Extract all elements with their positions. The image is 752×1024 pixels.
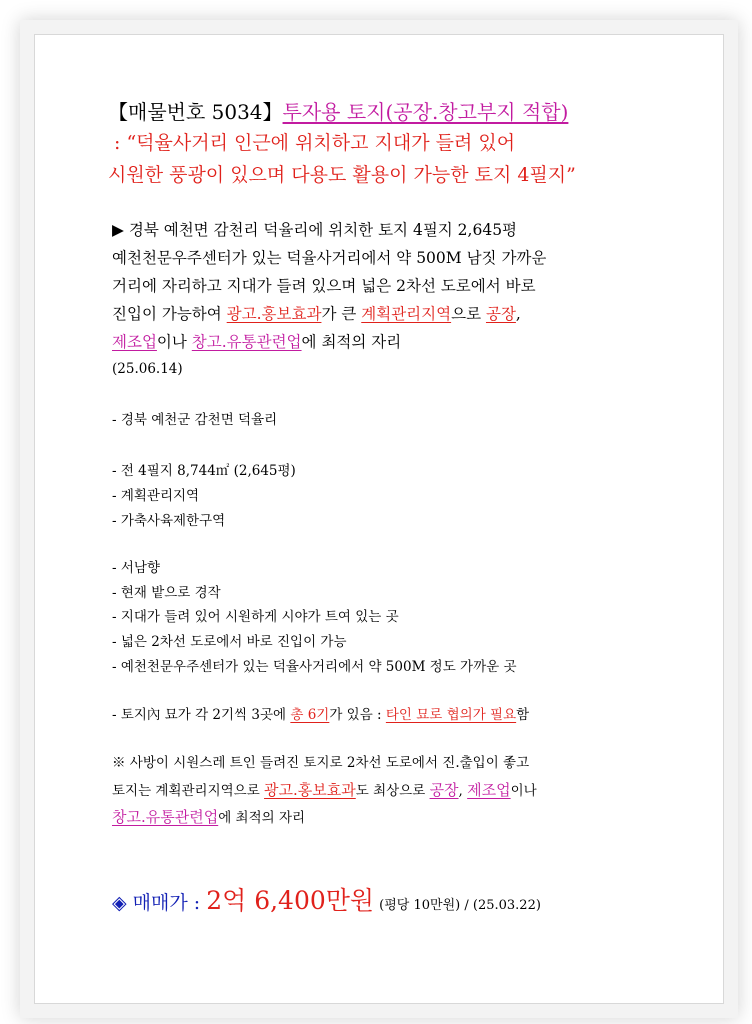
summary-text: 에 최적의 자리 [301,333,402,351]
note-highlight-warehouse: 창고.유통관련업 [112,808,219,826]
highlight-advertising: 광고.홍보효과 [226,305,322,323]
highlight-planned-zone: 계획관리지역 [361,305,452,323]
summary-line-3: 거리에 자리하고 지대가 들려 있으며 넓은 2차선 도로에서 바로 [112,277,536,295]
detail-feature-4: - 넓은 2차선 도로에서 바로 진입이 가능 [112,634,347,650]
detail-location: - 경북 예천군 감천면 덕율리 [112,412,278,428]
summary-line-5 [112,330,401,352]
detail-area: - 전 4필지 8,744㎡ (2,645평) [112,463,296,479]
price-date: / (25.03.22) [460,898,541,913]
note-highlight-factory: 공장 [429,781,459,799]
highlight-grave-count: 총 6기 [290,707,330,723]
summary-line-4 [112,302,521,324]
highlight-warehouse: 창고.유통관련업 [191,333,302,351]
note-text: 이나 [510,783,537,799]
highlight-grave-consult: 타인 묘로 협의가 필요 [385,707,517,723]
price-per-pyeong: (평당 10만원) [379,898,461,913]
summary-text: 으로 [451,305,486,323]
note-line-1: ※ 사방이 시원스레 트인 들려진 토지로 2차선 도로에서 진.출입이 좋고 [112,755,530,771]
summary-line-1: ▶ 경북 예천면 감천리 덕율리에 위치한 토지 4필지 2,645평 [112,221,518,239]
detail-text: - 토지內 묘가 각 2기씩 3곳에 [112,707,291,723]
summary-text: 진입이 가능하여 [112,305,227,323]
detail-text: 함 [516,707,530,723]
note-text: 토지는 계획관리지역으로 [112,783,265,799]
listing-number: 【매물번호 5034】 [108,100,283,124]
note-text: 도 최상으로 [355,783,430,799]
summary-line-2: 예천천문우주센터가 있는 덕율사거리에서 약 500M 남짓 가까운 [112,249,547,267]
summary-date: (25.06.14) [112,361,183,377]
detail-feature-5: - 예천천문우주센터가 있는 덕율사거리에서 약 500M 정도 가까운 곳 [112,659,517,675]
summary-text: , [515,305,521,323]
note-highlight-advertising: 광고.홍보효과 [264,781,356,799]
note-line-3 [112,806,305,827]
summary-text: 이나 [156,333,192,351]
detail-feature-1: - 서남향 [112,560,160,576]
quote-line-1: : “덕율사거리 인근에 위치하고 지대가 들려 있어 [114,132,516,154]
note-text: 에 최적의 자리 [218,810,306,826]
listing-title: 투자용 토지(공장.창고부지 적합) [282,100,569,124]
highlight-manufacturing: 제조업 [112,333,157,351]
summary-text: 가 큰 [321,305,362,323]
listing-header [108,96,568,125]
price-row [112,881,541,917]
price-label: ◈ 매매가 : [112,892,207,914]
detail-zone-1: - 계획관리지역 [112,488,200,504]
note-text: , [458,783,468,799]
note-highlight-manufacturing: 제조업 [467,781,511,799]
highlight-factory: 공장 [485,305,516,323]
detail-graves [112,703,529,723]
detail-zone-2: - 가축사육제한구역 [112,513,226,529]
detail-feature-3: - 지대가 들려 있어 시원하게 시야가 트여 있는 곳 [112,609,399,625]
detail-feature-2: - 현재 밭으로 경작 [112,585,221,601]
price-value: 2억 6,400만원 [206,886,375,915]
note-line-2 [112,779,537,800]
quote-line-2: 시원한 풍광이 있으며 다용도 활용이 가능한 토지 4필지” [108,164,576,186]
detail-text: 가 있음 : [329,707,386,723]
